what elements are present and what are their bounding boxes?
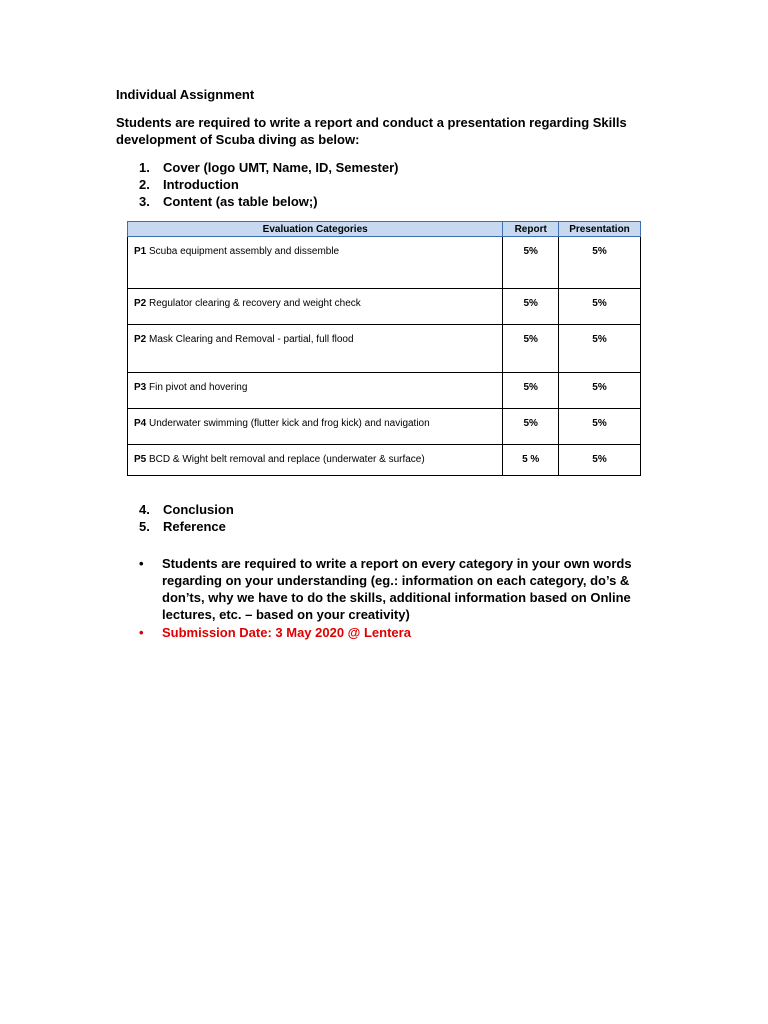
category-code: P5 [134,454,147,465]
category-text: Scuba equipment assembly and dissemble [149,246,340,257]
bullet-dot-icon: • [139,625,144,640]
presentation-cell: 5% [559,289,641,325]
table-row [128,409,641,445]
table-row [128,237,641,289]
evaluation-table [127,221,641,476]
bullet-text: Students are required to write a report on every category in your own words regarding on your understanding (eg.: information on each category, do’s & don’ts, why we have to do the skills, additional information based on Online lectures, etc. – based on your creativity) [162,556,632,622]
category-code: P2 [134,298,147,309]
report-cell: 5 % [503,445,559,476]
list-number: 2. [139,177,150,192]
list-number: 1. [139,160,150,175]
table-row [128,325,641,373]
header-report: Report [503,222,559,237]
report-cell: 5% [503,373,559,409]
category-code: P4 [134,418,147,429]
presentation-cell: 5% [559,373,641,409]
table-row [128,373,641,409]
list-text: Introduction [163,177,239,192]
page-title: Individual Assignment [116,87,255,102]
report-cell: 5% [503,325,559,373]
submission-date-item [116,624,656,641]
category-cell [128,289,503,325]
category-text: Regulator clearing & recovery and weight check [149,298,361,309]
category-cell [128,445,503,476]
category-cell [128,373,503,409]
header-evaluation-categories: Evaluation Categories [128,222,503,237]
list-number: 3. [139,194,150,209]
bullet-item [116,555,656,623]
list-number: 4. [139,502,150,517]
report-cell: 5% [503,237,559,289]
category-cell [128,325,503,373]
category-cell [128,237,503,289]
list-text: Conclusion [163,502,234,517]
bullet-list [116,555,656,641]
presentation-cell: 5% [559,237,641,289]
table-row [128,445,641,476]
list-text: Cover (logo UMT, Name, ID, Semester) [163,160,399,175]
category-text: Mask Clearing and Removal - partial, full flood [149,334,354,345]
category-code: P1 [134,246,147,257]
category-text: Fin pivot and hovering [149,382,248,393]
submission-date-text: Submission Date: 3 May 2020 @ Lentera [162,625,411,640]
intro-paragraph: Students are required to write a report and conduct a presentation regarding Skills development of Scuba diving as below: [116,115,627,147]
presentation-cell: 5% [559,409,641,445]
report-cell: 5% [503,409,559,445]
report-cell: 5% [503,289,559,325]
presentation-cell: 5% [559,445,641,476]
category-code: P3 [134,382,147,393]
table-header-row [128,222,641,237]
category-cell [128,409,503,445]
list-text: Content (as table below;) [163,194,318,209]
table-row [128,289,641,325]
list-text: Reference [163,519,226,534]
category-text: BCD & Wight belt removal and replace (underwater & surface) [149,454,425,465]
bullet-dot-icon: • [139,556,144,571]
header-presentation: Presentation [559,222,641,237]
presentation-cell: 5% [559,325,641,373]
list-number: 5. [139,519,150,534]
category-code: P2 [134,334,147,345]
category-text: Underwater swimming (flutter kick and frog kick) and navigation [149,418,430,429]
